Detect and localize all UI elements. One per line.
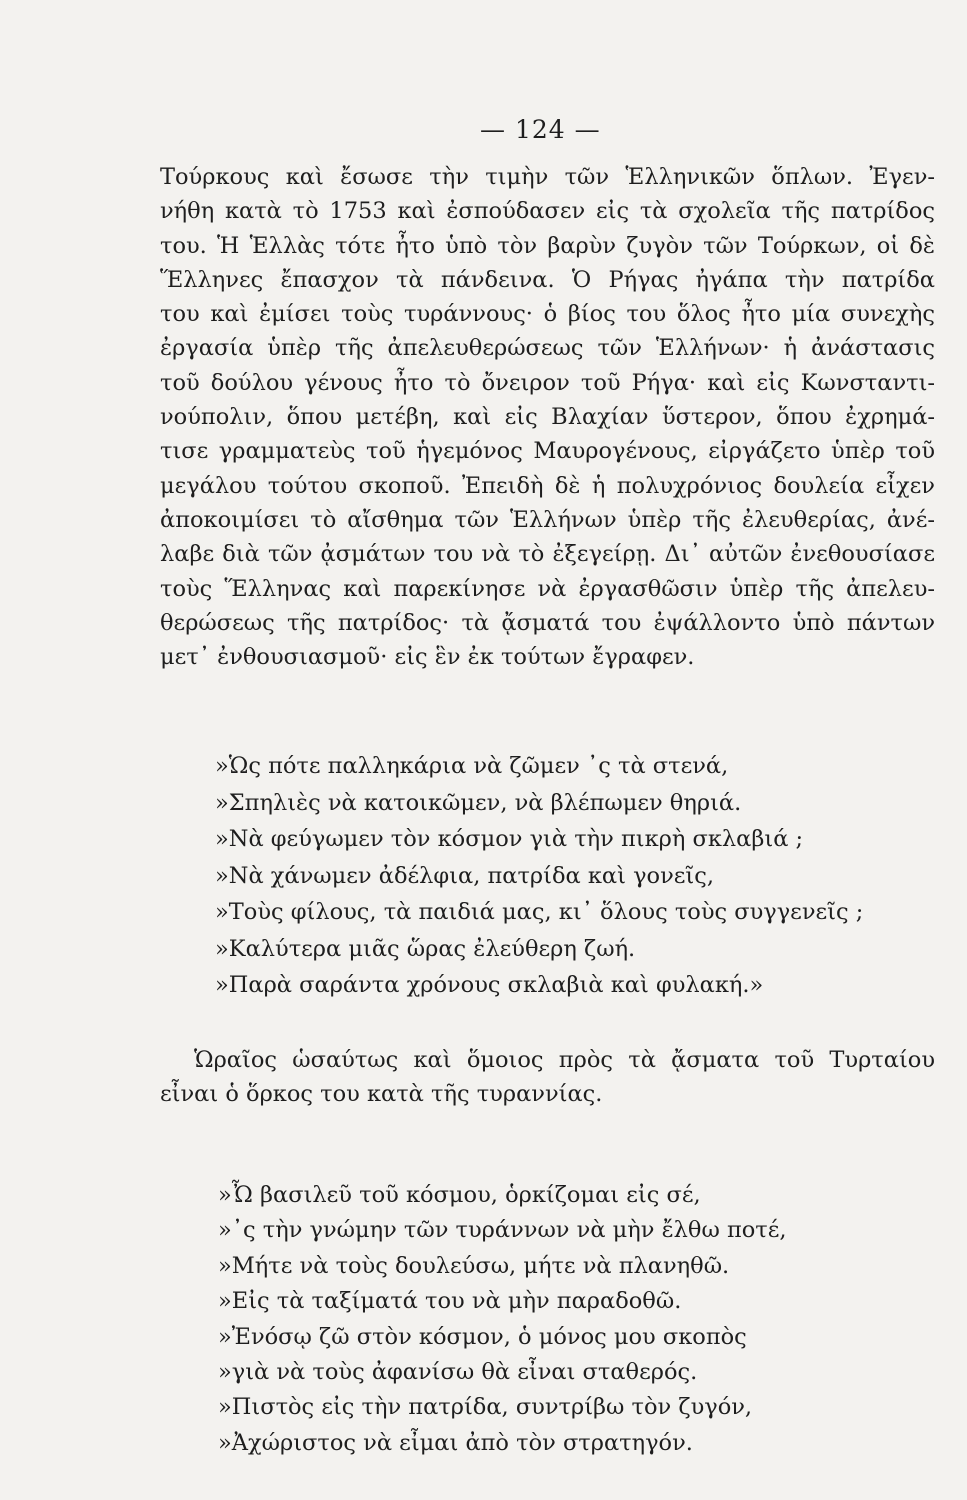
verse-line: »Παρὰ σαράντα χρόνους σκλαβιὰ καὶ φυλακή.» [215, 972, 764, 998]
paragraph-line: Τούρκους καὶ ἔσωσε τὴν τιμὴν τῶν Ἑλληνικῶν ὅπλων. Ἐγεν- [160, 164, 935, 190]
paragraph-line: εἶναι ὁ ὅρκος του κατὰ τῆς τυραννίας. [160, 1081, 603, 1108]
paragraph-line: τισε γραμματεὺς τοῦ ἡγεμόνος Μαυρογένους, εἰργάζετο ὑπὲρ τοῦ [160, 438, 935, 465]
paragraph-line: μετ᾽ ἐνθουσιασμοῦ· εἰς ἓν ἐκ τούτων ἔγραφεν. [160, 644, 695, 671]
verse-line: »Μήτε νὰ τοὺς δουλεύσω, μήτε νὰ πλανηθῶ. [218, 1252, 730, 1279]
verse-line: »γιὰ νὰ τοὺς ἀφανίσω θὰ εἶναι σταθερός. [218, 1359, 698, 1386]
verse-line: »Ἐνόσῳ ζῶ στὸν κόσμον, ὁ μόνος μου σκοπὸς [218, 1323, 747, 1350]
verse-line: »Ἀχώριστος νὰ εἶμαι ἀπὸ τὸν στρατηγόν. [218, 1429, 693, 1456]
verse-line: »Νὰ χάνωμεν ἀδέλφια, πατρίδα καὶ γονεῖς, [215, 862, 714, 889]
paragraph-rigas-biography [160, 160, 935, 674]
verse-line: »᾽ς τὴν γνώμην τῶν τυράννων νὰ μὴν ἔλθω ποτέ, [218, 1217, 787, 1244]
paragraph-line: θερώσεως τῆς πατρίδος· τὰ ᾄσματά του ἐψάλλοντο ὑπὸ πάντων [160, 609, 935, 636]
verse-line: »Εἰς τὰ ταξίματά του νὰ μὴν παραδοθῶ. [218, 1288, 682, 1315]
verse-line: »Πιστὸς εἰς τὴν πατρίδα, συντρίβω τὸν ζυγόν, [218, 1394, 753, 1421]
paragraph-line: του. Ἡ Ἑλλὰς τότε ἦτο ὑπὸ τὸν βαρὺν ζυγὸν τῶν Τούρκων, οἱ δὲ [160, 232, 935, 259]
paragraph-line: ἀποκοιμίσει τὸ αἴσθημα τῶν Ἑλλήνων ὑπὲρ τῆς ἐλευθερίας, ἀνέ- [160, 506, 935, 533]
paragraph-oath-intro [160, 1043, 935, 1112]
paragraph-line: νήθη κατὰ τὸ 1753 καὶ ἐσπούδασεν εἰς τὰ σχολεῖα τῆς πατρίδος [160, 198, 935, 225]
paragraph-line: τοὺς Ἕλληνας καὶ παρεκίνησε νὰ ἐργασθῶσιν ὑπὲρ τῆς ἀπελευ- [160, 575, 935, 602]
paragraph-line: μεγάλου τούτου σκοποῦ. Ἐπειδὴ δὲ ἡ πολυχρόνιος δουλεία εἶχεν [160, 472, 935, 499]
verse-line: »Σπηλιὲς νὰ κατοικῶμεν, νὰ βλέπωμεν θηριά. [215, 789, 742, 816]
verse-line: »Νὰ φεύγωμεν τὸν κόσμον γιὰ τὴν πικρὴ σκλαβιά ; [215, 826, 804, 852]
verse-line: »Ὡς πότε παλληκάρια νὰ ζῶμεν ᾽ς τὰ στενά, [215, 753, 729, 779]
paragraph-line: Ἕλληνες ἔπασχον τὰ πάνδεινα. Ὁ Ρήγας ἠγάπα τὴν πατρίδα [160, 266, 935, 293]
poem-thourios [215, 748, 863, 1004]
page-number: — 124 — [480, 115, 601, 144]
verse-line: »Τοὺς φίλους, τὰ παιδιά μας, κι᾽ ὅλους τοὺς συγγενεῖς ; [215, 899, 864, 925]
paragraph-line: Ὡραῖος ὡσαύτως καὶ ὅμοιος πρὸς τὰ ᾄσματα τοῦ Τυρταίου [194, 1047, 935, 1073]
verse-line: »Ὦ βασιλεῦ τοῦ κόσμου, ὁρκίζομαι εἰς σέ, [218, 1182, 701, 1208]
paragraph-line: λαβε διὰ τῶν ᾀσμάτων του νὰ τὸ ἐξεγείρῃ. Δι᾽ αὐτῶν ἐνεθουσίασε [160, 541, 935, 568]
paragraph-line: νούπολιν, ὅπου μετέβη, καὶ εἰς Βλαχίαν ὕστερον, ὅπου ἐχρημά- [160, 404, 935, 431]
paragraph-line: ἐργασία ὑπὲρ τῆς ἀπελευθερώσεως τῶν Ἑλλήνων· ἡ ἀνάστασις [160, 335, 935, 362]
poem-oath [218, 1178, 787, 1461]
verse-line: »Καλύτερα μιᾶς ὥρας ἐλεύθερη ζωή. [215, 935, 636, 962]
paragraph-line: τοῦ δούλου γένους ἦτο τὸ ὄνειρον τοῦ Ρήγα· καὶ εἰς Κωνσταντι- [160, 369, 935, 396]
paragraph-line: του καὶ ἐμίσει τοὺς τυράννους· ὁ βίος του ὅλος ἦτο μία συνεχὴς [160, 301, 935, 328]
